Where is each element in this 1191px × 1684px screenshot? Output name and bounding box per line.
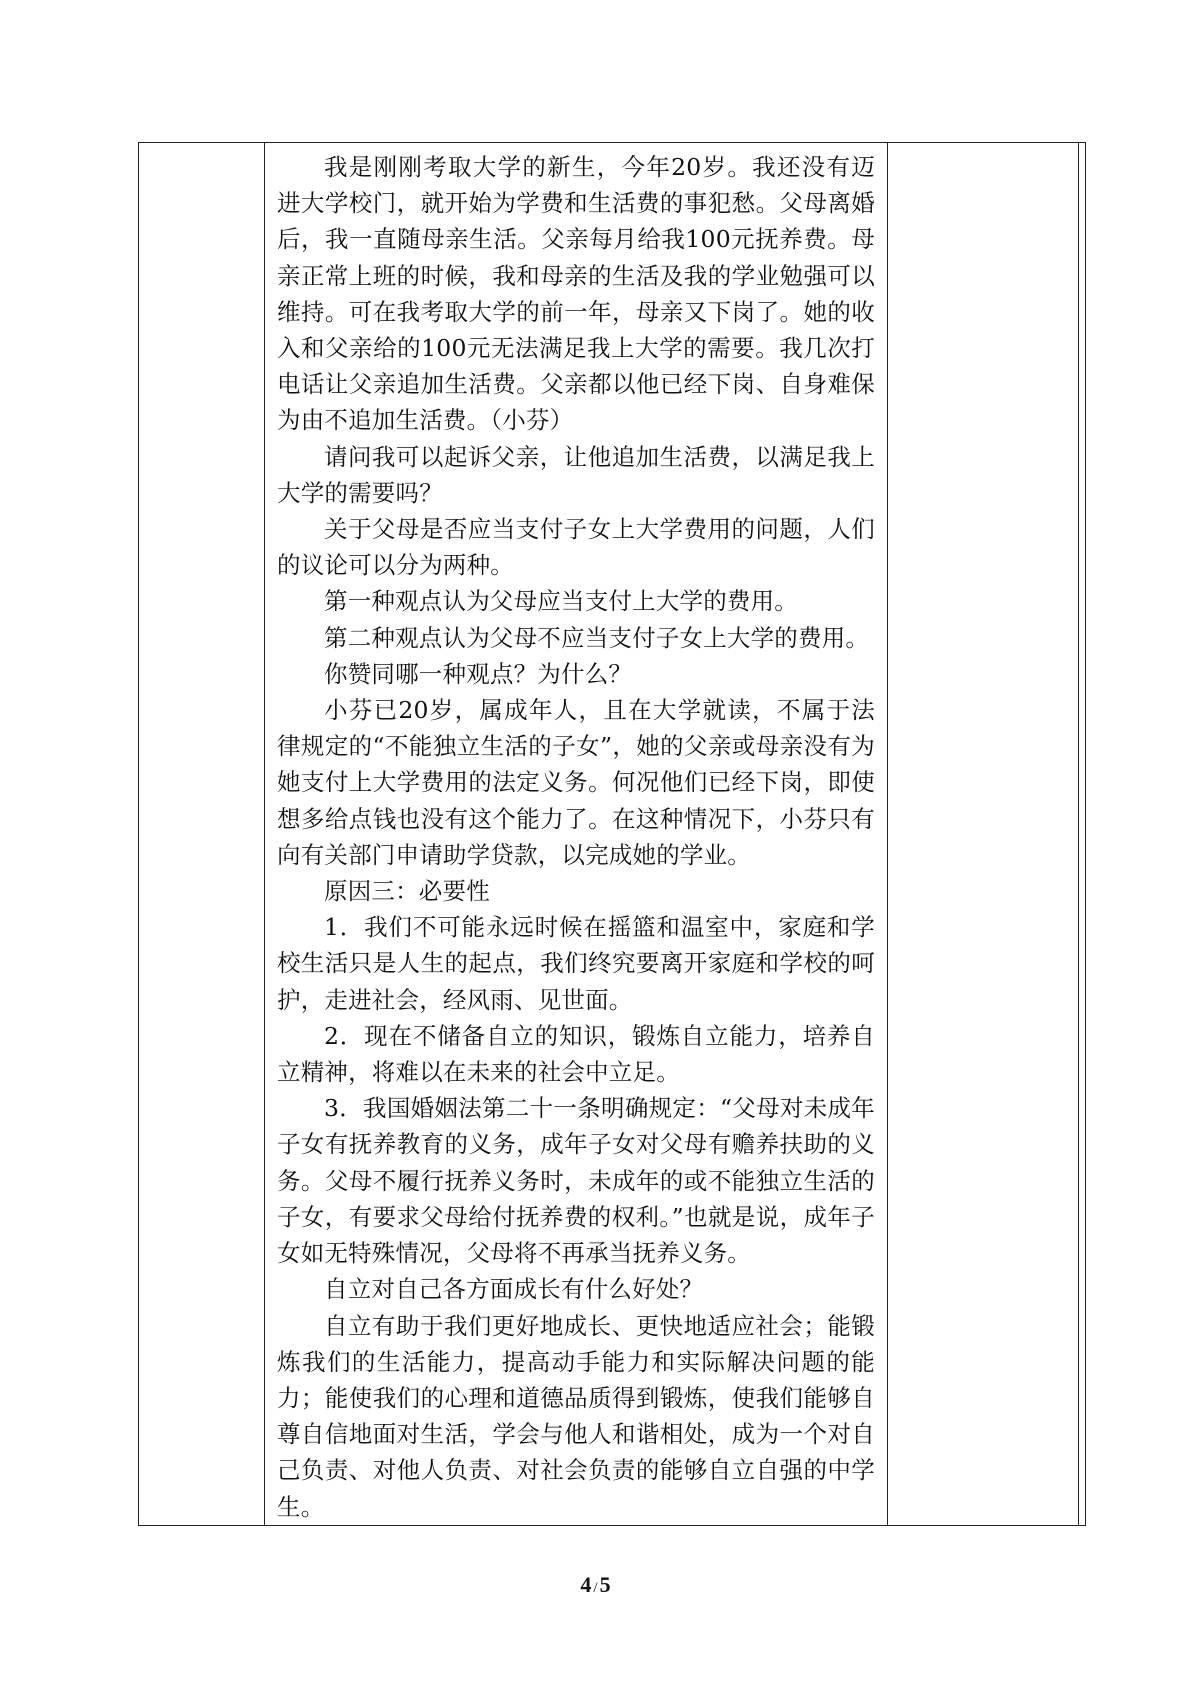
content-cell (265, 143, 888, 1526)
paragraph-benefit-question: 自立对自己各方面成长有什么好处？ (324, 1275, 704, 1304)
document-table (138, 142, 1086, 1526)
table-row (139, 143, 1086, 1526)
paragraph-case-story: 我是刚刚考取大学的新生，今年20岁。我还没有迈进大学校门，就开始为学费和生活费的事犯愁。父母离婚后，我一直随母亲生活。父亲每月给我100元抚养费。母亲正常上班的时候，我和母亲的生活及我的学业勉强可以维持。可在我考取大学的前一年，母亲又下岗了。她的收入和父亲给的100元无法满足我上大学的需要。我几次打电话让父亲追加生活费。父亲都以他已经下岗、自身难保为由不追加生活费。（小芬） (277, 153, 875, 435)
left-column-cell (139, 143, 265, 1526)
paragraph-two-views: 关于父母是否应当支付子女上大学费用的问题，人们的议论可以分为两种。 (277, 515, 875, 580)
paragraph-analysis: 小芬已20岁，属成年人，且在大学就读，不属于法律规定的“不能独立生活的子女”，她的父亲或母亲没有为她支付上大学费用的法定义务。何况他们已经下岗，即使想多给点钱也没有这个能力了。在这种情况下，小芬只有向有关部门申请助学贷款，以完成她的学业。 (277, 696, 875, 869)
paragraph-reason-three: 原因三：必要性 (324, 877, 490, 906)
paragraph-point-3: 3．我国婚姻法第二十一条明确规定：“父母对未成年子女有抚养教育的义务，成年子女对父母有赡养扶助的义务。父母不履行抚养义务时，未成年的或不能独立生活的子女，有要求父母给付抚养费的权利。”也就是说，成年子女如无特殊情况，父母将不再承当抚养义务。 (277, 1094, 875, 1268)
paragraph-benefit-answer: 自立有助于我们更好地成长、更快地适应社会；能锻炼我们的生活能力，提高动手能力和实际解决问题的能力；能使我们的心理和道德品质得到锻炼，使我们能够自尊自信地面对生活，学会与他人和谐相处，成为一个对自己负责、对他人负责、对社会负责的能够自立自强的中学生。 (277, 1311, 875, 1521)
right-column-cell (888, 143, 1079, 1526)
paragraph-view-one: 第一种观点认为父母应当支付上大学的费用。 (324, 587, 798, 616)
page-number (0, 1572, 1191, 1598)
paragraph-point-2: 2．现在不储备自立的知识，锻炼自立能力，培养自立精神，将难以在未来的社会中立足。 (277, 1021, 875, 1087)
page-number-total: 5 (599, 1572, 611, 1597)
page-number-current: 4 (580, 1572, 592, 1597)
paragraph-question: 请问我可以起诉父亲，让他追加生活费，以满足我上大学的需要吗？ (277, 442, 875, 507)
paragraph-which-view: 你赞同哪一种观点？为什么？ (324, 659, 633, 688)
paragraph-view-two: 第二种观点认为父母不应当支付子女上大学的费用。 (324, 623, 870, 652)
paragraph-point-1: 1．我们不可能永远时候在摇篮和温室中，家庭和学校生活只是人生的起点，我们终究要离开家庭和学校的呵护，走进社会，经风雨、见世面。 (277, 913, 875, 1014)
narrow-edge-cell (1079, 143, 1086, 1526)
page-number-separator: / (593, 1580, 598, 1596)
